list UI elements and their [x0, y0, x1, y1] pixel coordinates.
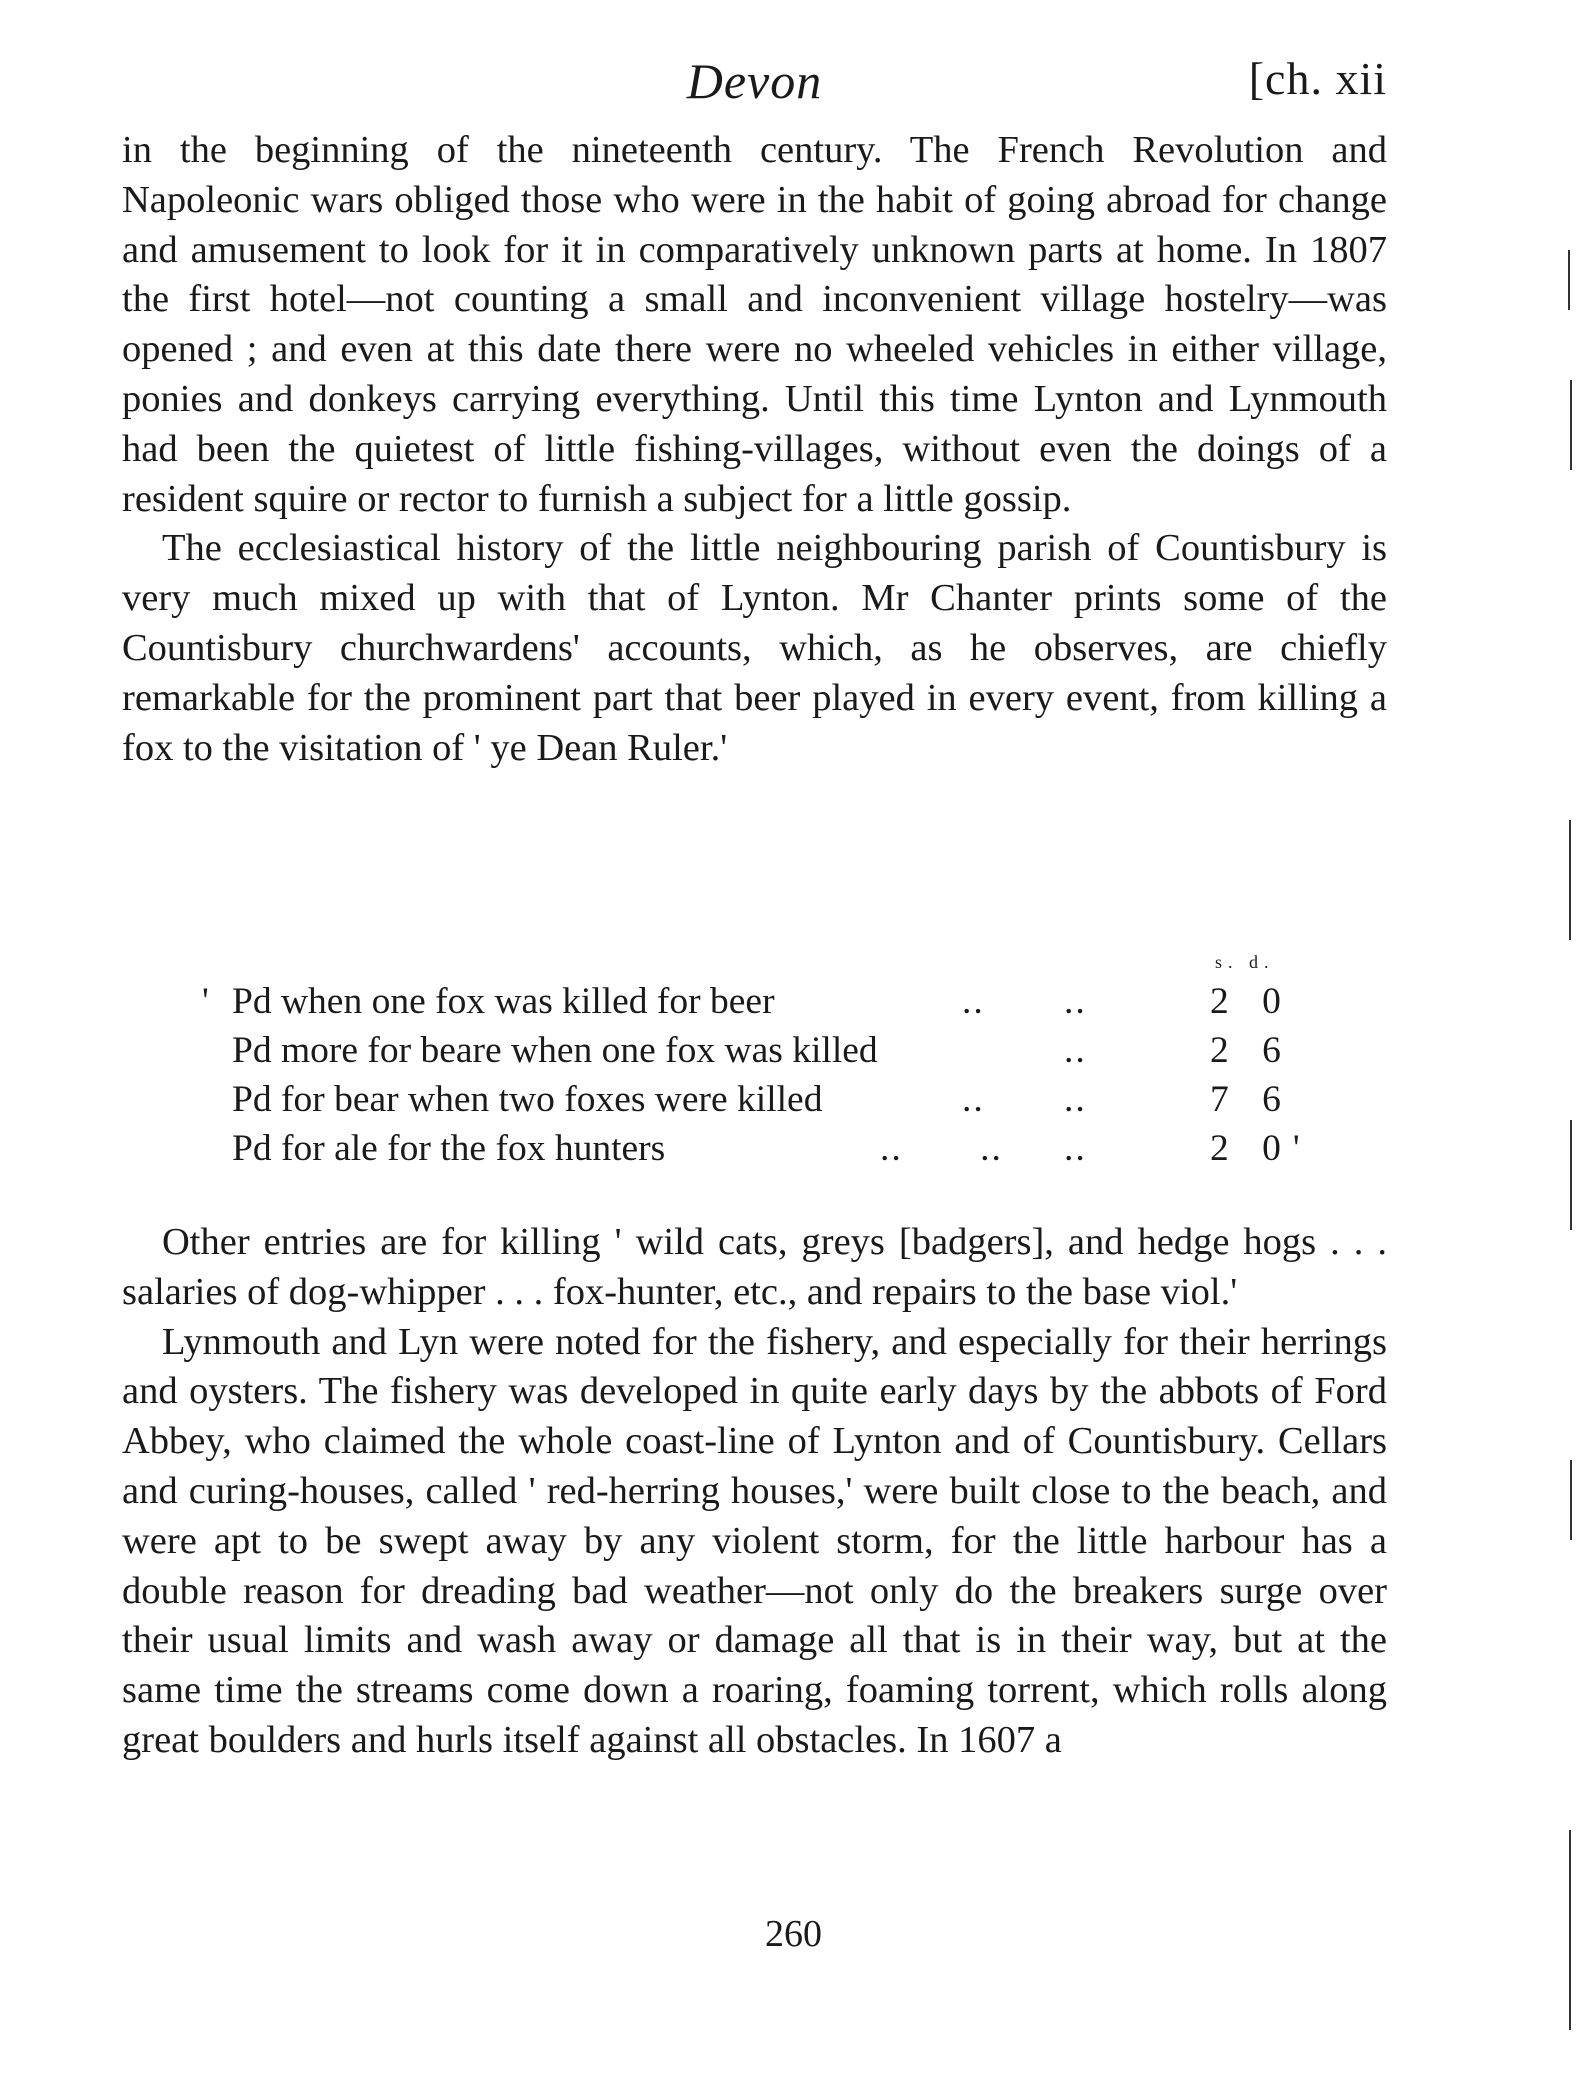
account-label: Pd for bear when two foxes were killed	[232, 1079, 823, 1120]
scan-edge-mark	[1569, 1830, 1571, 2030]
account-label: Pd more for beare when one fox was killed	[232, 1030, 878, 1071]
account-row	[202, 1078, 1342, 1128]
leader-dots: .. ..	[880, 1128, 1003, 1169]
account-amount: 2 6	[1210, 1030, 1293, 1071]
paragraph-ecclesiastical: The ecclesiastical history of the little neighbouring parish of Countisbury is very much mixed up with that of Lynton. Mr Chanter prints some of the Countisbury churchwardens' accounts, which, as he observes, are chiefly remarkable for the prominent part that beer played in every event, from killing a fox to the visitation of ' ye Dean Ruler.'	[122, 527, 1387, 769]
running-header	[122, 52, 1387, 122]
paragraph-fishery: Lynmouth and Lyn were noted for the fishery, and especially for their herrings and oysters. The fishery was developed in quite early days by the abbots of Ford Abbey, who claimed the whole coast-line of Lynton and of Countisbury. Cellars and curing-houses, called ' red-herring houses,' were built close to the beach, and were apt to be swept away by any violent storm, for the little harbour has a double reason for dreading bad weather—not only do the breakers surge over their usual limits and wash away or damage all that is in their way, but at the same time the streams come down a roaring, foaming torrent, which rolls along great boulders and hurls itself against all obstacles. In 1607 a	[122, 1320, 1387, 1761]
leader-dots: ..	[1064, 1079, 1087, 1120]
account-row	[202, 1029, 1342, 1079]
body-text-lower	[122, 1218, 1387, 1766]
scan-edge-mark	[1570, 1460, 1572, 1540]
scan-edge-mark	[1570, 380, 1572, 470]
running-title: Devon	[686, 53, 823, 109]
scan-edge-mark	[1570, 1120, 1572, 1230]
account-label: Pd for ale for the fox hunters	[232, 1128, 666, 1169]
shillings-pence-header: s. d.	[1215, 952, 1275, 972]
page-number: 260	[765, 1913, 822, 1955]
churchwardens-accounts	[202, 952, 1342, 1172]
leader-dots: ..	[1064, 981, 1087, 1022]
leader-dots: ..	[962, 981, 985, 1022]
account-amount: 2 0	[1210, 981, 1293, 1022]
chapter-label: [ch. xii	[1248, 53, 1387, 104]
scan-edge-mark	[1569, 820, 1571, 940]
opening-quote: '	[202, 981, 209, 1022]
leader-dots: ..	[962, 1079, 985, 1120]
account-amount: 7 6	[1210, 1079, 1293, 1120]
body-text-upper	[122, 126, 1387, 773]
paragraph-other-entries: Other entries are for killing ' wild cats, greys [badgers], and hedge hogs . . . salaries of dog-whipper . . . fox-hunter, etc., and repairs to the base viol.'	[122, 1221, 1387, 1313]
paragraph-continuation: in the beginning of the nineteenth century. The French Revolution and Napoleonic wars obliged those who were in the habit of going abroad for change and amusement to look for it in comparatively unknown parts at home. In 1807 the first hotel—not counting a small and inconvenient village hostelry—was opened ; and even at this date there were no wheeled vehicles in either village, ponies and donkeys carrying everything. Until this time Lynton and Lynmouth had been the quietest of little fishing-villages, without even the doings of a resident squire or rector to furnish a subject for a little gossip.	[122, 129, 1387, 520]
account-label: Pd when one fox was killed for beer	[232, 981, 775, 1022]
leader-dots: ..	[1064, 1030, 1087, 1071]
account-row	[202, 1127, 1342, 1177]
account-amount: 2 0'	[1210, 1128, 1312, 1169]
scan-edge-mark	[1568, 250, 1570, 310]
leader-dots: ..	[1064, 1128, 1087, 1169]
account-row	[202, 980, 1342, 1030]
